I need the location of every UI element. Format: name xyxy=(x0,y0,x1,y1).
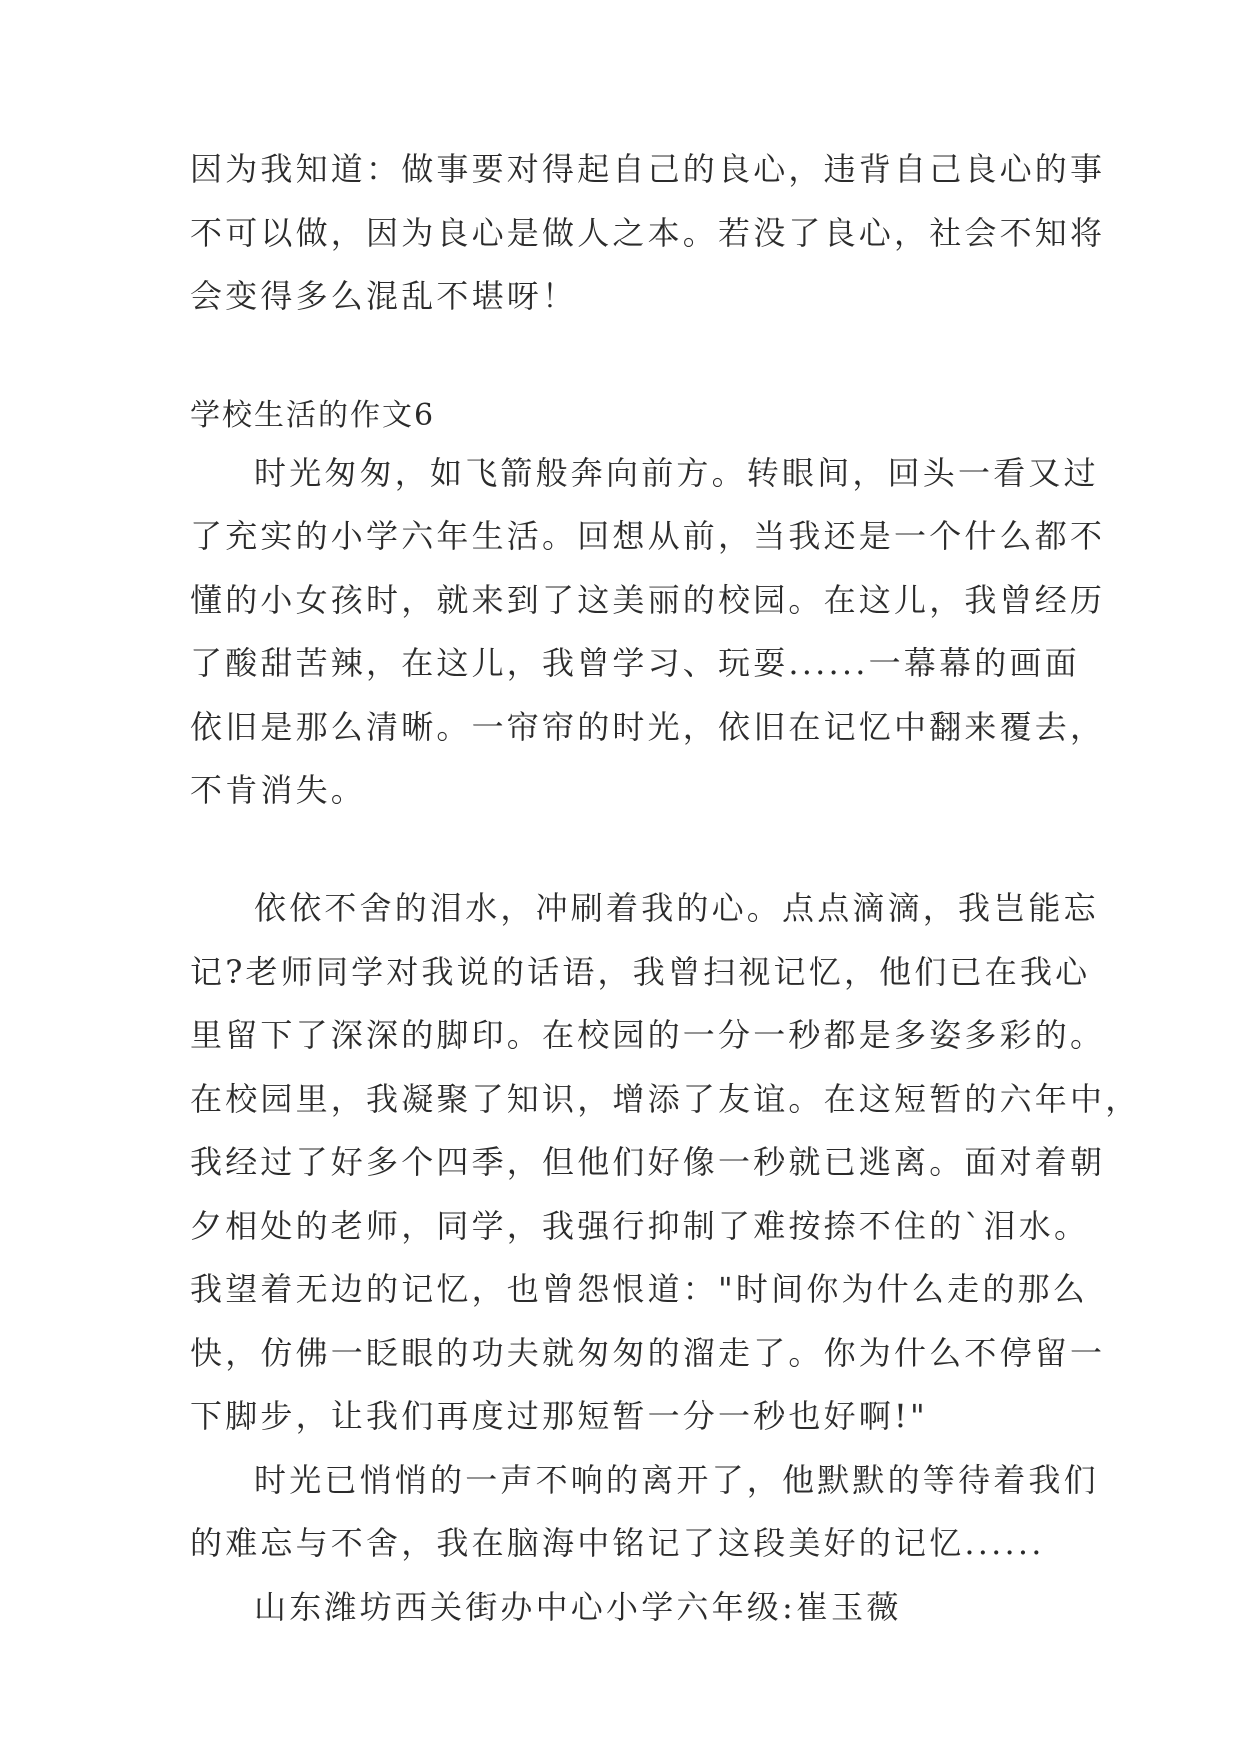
paragraph-2-line-5: 我经过了好多个四季，但他们好像一秒就已逃离。面对着朝 xyxy=(190,1143,1106,1181)
paragraph-1-line-6: 不肯消失。 xyxy=(190,771,367,809)
paragraph-1-line-2: 了充实的小学六年生活。回想从前，当我还是一个什么都不 xyxy=(190,517,1106,555)
paragraph-1-line-1: 时光匆匆，如飞箭般奔向前方。转眼间，回头一看又过 xyxy=(254,454,1099,492)
essay-title: 学校生活的作文6 xyxy=(190,398,436,433)
paragraph-2-line-9: 下脚步，让我们再度过那短暂一分一秒也好啊!" xyxy=(190,1397,928,1435)
intro-line-1: 因为我知道：做事要对得起自己的良心，违背自己良心的事 xyxy=(190,150,1106,188)
paragraph-2-line-3: 里留下了深深的脚印。在校园的一分一秒都是多姿多彩的。 xyxy=(190,1016,1106,1054)
intro-line-3: 会变得多么混乱不堪呀！ xyxy=(190,277,578,315)
paragraph-2-line-2: 记?老师同学对我说的话语，我曾扫视记忆，他们已在我心 xyxy=(190,953,1091,991)
paragraph-2-line-7: 我望着无边的记忆，也曾怨恨道："时间你为什么走的那么 xyxy=(190,1270,1088,1308)
paragraph-1-line-4: 了酸甜苦辣，在这儿，我曾学习、玩耍......一幕幕的画面 xyxy=(190,644,1080,682)
paragraph-2-line-8: 快，仿佛一眨眼的功夫就匆匆的溜走了。你为什么不停留一 xyxy=(190,1334,1106,1372)
author-signature: 山东潍坊西关街办中心小学六年级:崔玉薇 xyxy=(254,1588,902,1626)
paragraph-2-line-1: 依依不舍的泪水，冲刷着我的心。点点滴滴，我岂能忘 xyxy=(254,889,1099,927)
paragraph-3-line-1: 时光已悄悄的一声不响的离开了，他默默的等待着我们 xyxy=(254,1461,1099,1499)
intro-line-2: 不可以做，因为良心是做人之本。若没了良心，社会不知将 xyxy=(190,214,1106,252)
paragraph-2-line-6: 夕相处的老师，同学，我强行抑制了难按捺不住的`泪水。 xyxy=(190,1207,1090,1245)
paragraph-1-line-3: 懂的小女孩时，就来到了这美丽的校园。在这儿，我曾经历 xyxy=(190,581,1106,619)
paragraph-1-line-5: 依旧是那么清晰。一帘帘的时光，依旧在记忆中翻来覆去， xyxy=(190,708,1106,746)
paragraph-2-line-4: 在校园里，我凝聚了知识，增添了友谊。在这短暂的六年中， xyxy=(190,1080,1141,1118)
paragraph-3-line-2: 的难忘与不舍，我在脑海中铭记了这段美好的记忆...... xyxy=(190,1524,1045,1562)
